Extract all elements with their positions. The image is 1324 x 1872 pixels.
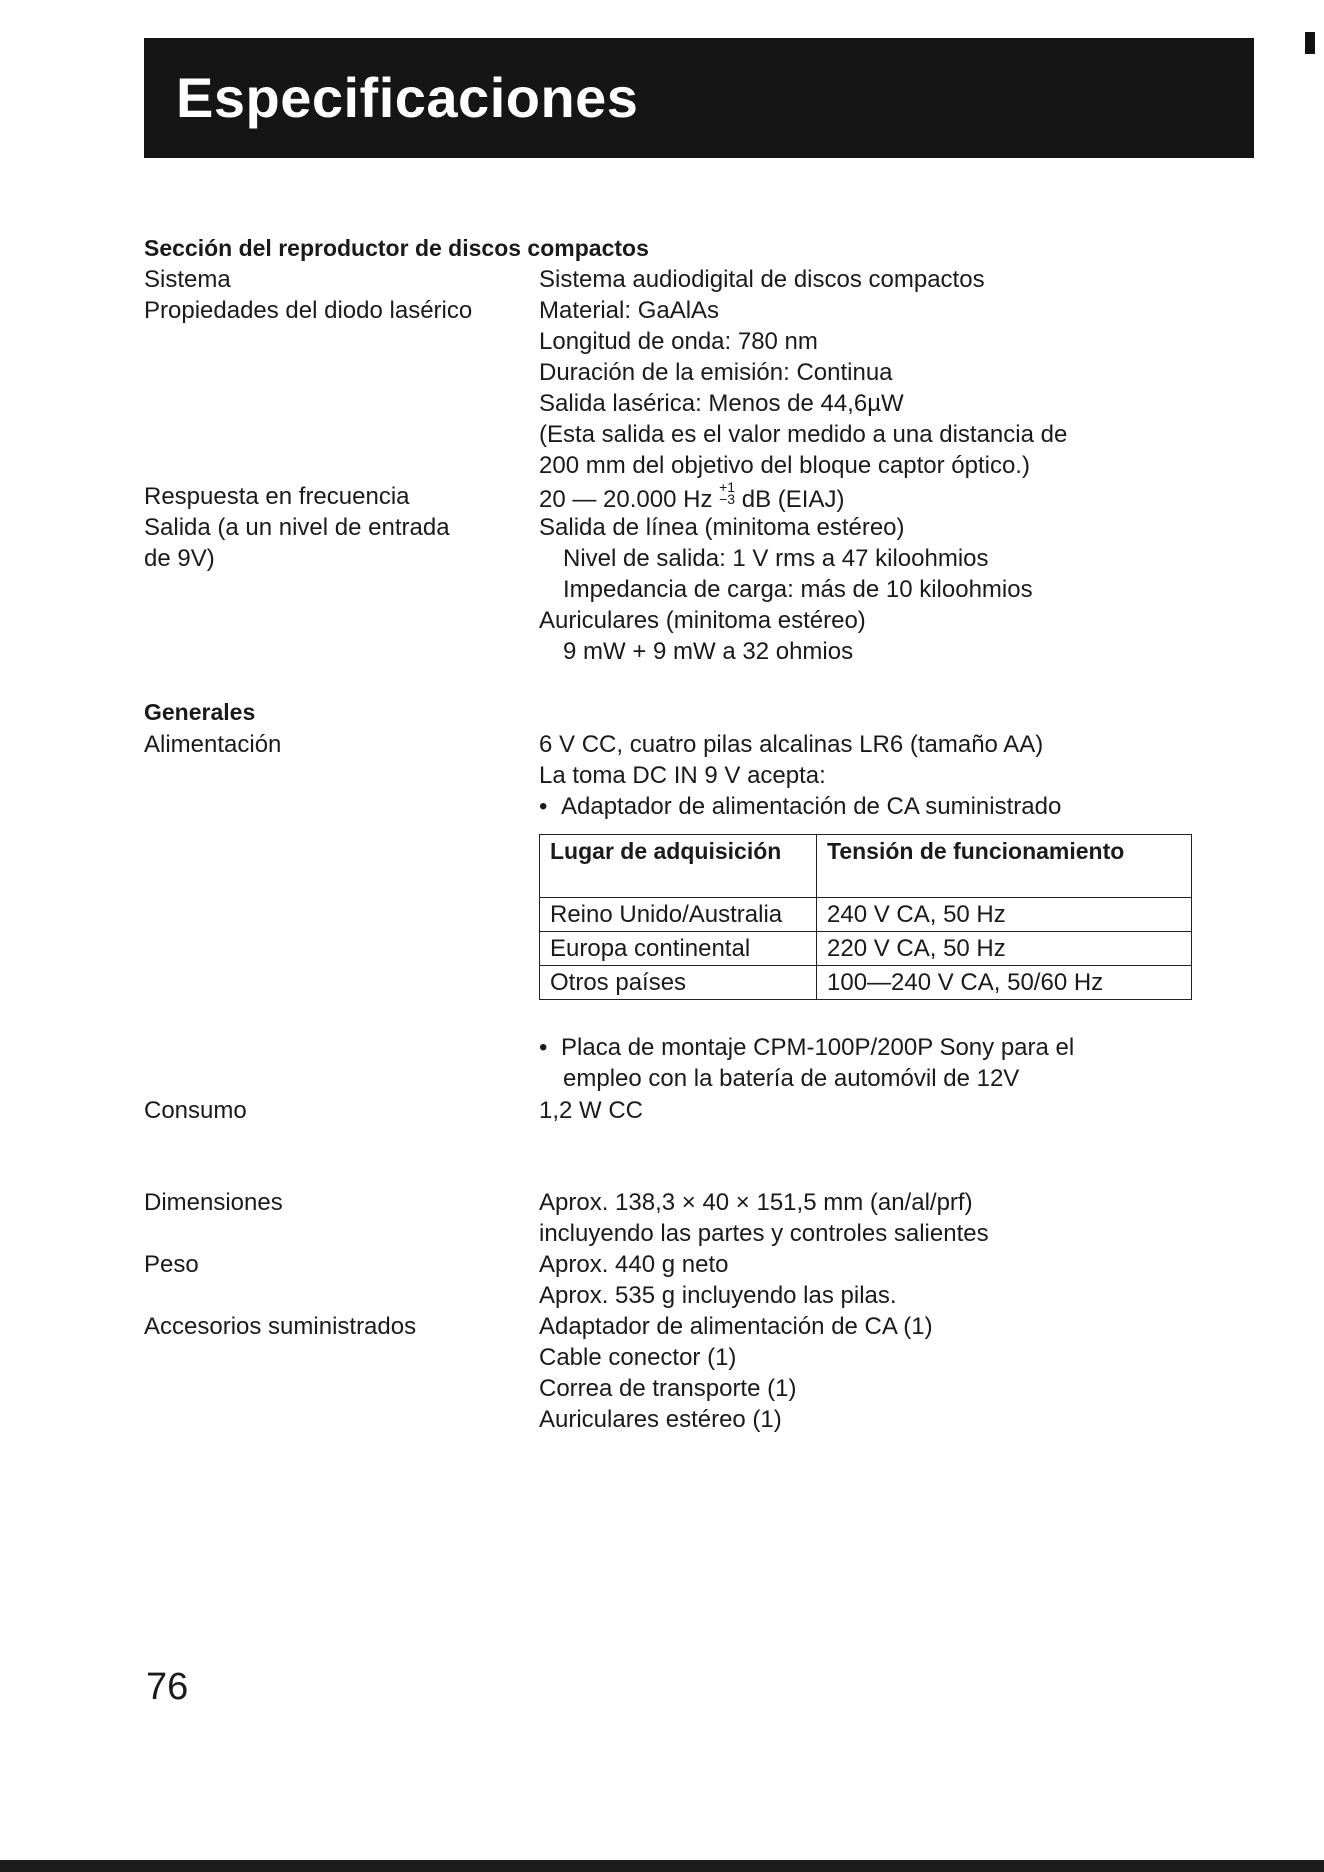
table-header: Tensión de funcionamiento: [817, 835, 1192, 898]
page-number: 76: [146, 1666, 189, 1708]
spec-value: [539, 1032, 1199, 1094]
bullet-text: Adaptador de alimentación de CA suministrado: [561, 793, 1062, 820]
spec-line: Aprox. 535 g incluyendo las pilas.: [539, 1282, 897, 1309]
spec-label: Dimensiones: [144, 1189, 283, 1216]
spec-value: [539, 512, 1199, 667]
spec-line: 200 mm del objetivo del bloque captor óptico.): [539, 452, 1030, 479]
frequency-unit: dB (EIAJ): [741, 486, 845, 513]
spec-label: Consumo: [144, 1097, 247, 1124]
spec-label: Accesorios suministrados: [144, 1313, 417, 1340]
frequency-range: 20 — 20.000 Hz: [539, 486, 713, 513]
spec-line: Adaptador de alimentación de CA (1): [539, 1313, 933, 1340]
table-row: [540, 966, 1192, 1000]
edge-mark: [1305, 32, 1315, 54]
spec-line: Aprox. 138,3 × 40 × 151,5 mm (an/al/prf): [539, 1189, 973, 1216]
spec-value: [539, 1249, 1199, 1311]
table-cell: 220 V CA, 50 Hz: [817, 932, 1192, 966]
spec-line: 6 V CC, cuatro pilas alcalinas LR6 (tamaño AA): [539, 731, 1044, 758]
bullet-mark: •: [539, 1034, 548, 1061]
voltage-table: [539, 834, 1192, 1000]
spec-value: [539, 481, 1199, 515]
spec-label: Alimentación: [144, 731, 282, 758]
bullet-text-continued: empleo con la batería de automóvil de 12V: [563, 1065, 1020, 1092]
table-row: [540, 898, 1192, 932]
spec-value: [539, 729, 1199, 822]
cd-section-heading: Sección del reproductor de discos compactos: [144, 235, 649, 261]
spec-line: (Esta salida es el valor medido a una distancia de: [539, 421, 1068, 448]
table-cell: Reino Unido/Australia: [540, 898, 817, 932]
table-cell: Europa continental: [540, 932, 817, 966]
spec-label: Respuesta en frecuencia: [144, 483, 410, 510]
table-header: Lugar de adquisición: [540, 835, 817, 898]
table-cell: 240 V CA, 50 Hz: [817, 898, 1192, 932]
spec-label: [144, 512, 524, 574]
spec-line: Auriculares (minitoma estéreo): [539, 607, 866, 634]
bullet-mark: •: [539, 793, 548, 820]
bullet-text: Placa de montaje CPM-100P/200P Sony para el: [561, 1034, 1075, 1061]
tolerance-plus: +1: [719, 479, 736, 495]
spec-value: [539, 1187, 1199, 1249]
page-bottom-edge: [0, 1860, 1324, 1872]
spec-value: [539, 1311, 1199, 1435]
tolerance: [719, 481, 735, 505]
table-header-row: [540, 835, 1192, 898]
bullet-item: [539, 791, 1199, 822]
page-title: Especificaciones: [176, 66, 639, 129]
spec-label: Propiedades del diodo lasérico: [144, 297, 473, 324]
spec-label-line: de 9V): [144, 545, 215, 572]
spec-line: Auriculares estéreo (1): [539, 1406, 782, 1433]
generales-section-heading: Generales: [144, 699, 256, 725]
spec-line: Correa de transporte (1): [539, 1375, 797, 1402]
spec-line: 9 mW + 9 mW a 32 ohmios: [563, 638, 854, 665]
spec-line: Longitud de onda: 780 nm: [539, 328, 818, 355]
spec-line: Impedancia de carga: más de 10 kiloohmios: [563, 576, 1033, 603]
spec-line: Material: GaAlAs: [539, 297, 720, 324]
spec-value: [539, 295, 1199, 481]
spec-line: Salida lasérica: Menos de 44,6µW: [539, 390, 904, 417]
spec-value: 1,2 W CC: [539, 1097, 644, 1124]
spec-line: Aprox. 440 g neto: [539, 1251, 729, 1278]
bullet-item: [539, 1032, 1199, 1063]
spec-line: Nivel de salida: 1 V rms a 47 kiloohmios: [563, 545, 989, 572]
tolerance-minus: −3: [719, 491, 736, 507]
spec-label: Sistema: [144, 266, 231, 293]
spec-line: incluyendo las partes y controles salientes: [539, 1220, 989, 1247]
spec-value: Sistema audiodigital de discos compactos: [539, 266, 985, 293]
table-cell: Otros países: [540, 966, 817, 1000]
spec-line: Duración de la emisión: Continua: [539, 359, 893, 386]
spec-line: La toma DC IN 9 V acepta:: [539, 762, 826, 789]
table-row: [540, 932, 1192, 966]
table-cell: 100—240 V CA, 50/60 Hz: [817, 966, 1192, 1000]
spec-line: Cable conector (1): [539, 1344, 737, 1371]
spec-label: Peso: [144, 1251, 199, 1278]
spec-label-line: Salida (a un nivel de entrada: [144, 514, 450, 541]
spec-line: Salida de línea (minitoma estéreo): [539, 514, 905, 541]
title-bar: [144, 38, 1254, 158]
